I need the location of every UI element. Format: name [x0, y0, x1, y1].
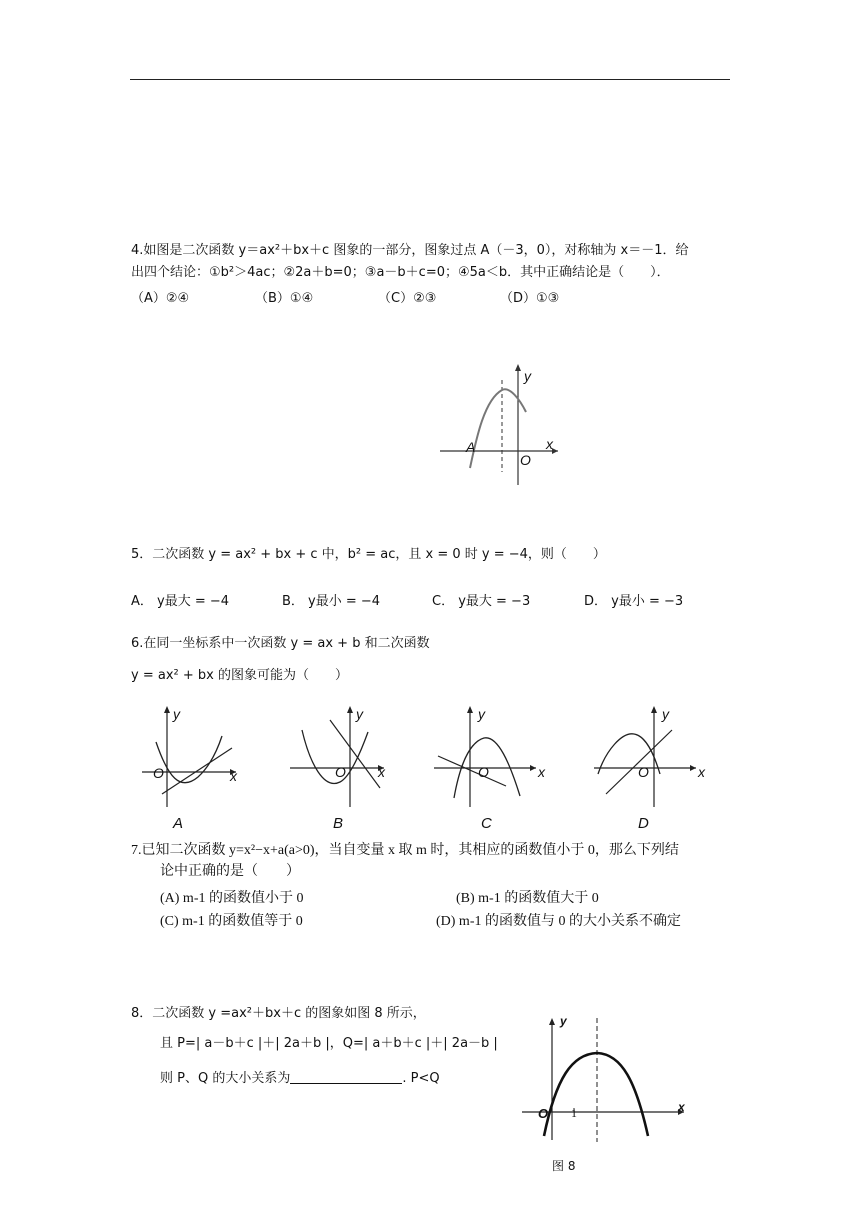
q6d-line: [606, 730, 672, 794]
q4-option-c: （C）②③: [378, 291, 437, 306]
q4-x-label: x: [546, 436, 553, 452]
q4-line-2: 出四个结论：①b²＞4ac；②2a＋b=0；③a－b＋c=0；④5a＜b．其中正确结论是（ ）．: [131, 265, 670, 280]
q8-line-3-prefix: 则 P、Q 的大小关系为: [160, 1071, 291, 1086]
q4-y-arrow: [515, 364, 521, 371]
q5-option-d: D． y最小 = −3: [584, 594, 684, 609]
q4-origin-label: O: [520, 452, 531, 468]
q6a-origin-label: O: [153, 765, 164, 781]
q8-parabola: [544, 1053, 648, 1136]
q8-y-arrow: [549, 1018, 555, 1025]
q4-option-d: （D）①③: [500, 291, 560, 306]
q7-line-1: 7.已知二次函数 y=x²−x+a(a>0)，当自变量 x 取 m 时，其相应的函数值小于 0，那么下列结: [131, 843, 679, 858]
q6d-origin-label: O: [638, 764, 649, 780]
q8-tick-label: 1: [571, 1106, 577, 1120]
q7-option-b: (B) m-1 的函数值大于 0: [456, 891, 599, 906]
q8-graph: [522, 1016, 692, 1146]
q7-option-c: (C) m-1 的函数值等于 0: [160, 914, 303, 929]
q6-graph-a: [140, 702, 250, 812]
q6d-x-label: x: [698, 764, 705, 780]
q4-option-b: （B）①④: [255, 291, 314, 306]
q7-option-d: (D) m-1 的函数值与 0 的大小关系不确定: [436, 914, 681, 929]
q4-line-1: 4.如图是二次函数 y＝ax²＋bx＋c 图象的一部分，图象过点 A（－3，0），对称轴为 x＝－1．给: [131, 243, 689, 258]
q6-label-b: B: [333, 815, 344, 832]
q4-graph: [440, 360, 570, 490]
q6a-x-label: x: [230, 768, 237, 784]
q6c-origin-label: O: [478, 764, 489, 780]
q6c-line: [438, 756, 506, 786]
q6-graph-b: [288, 702, 398, 812]
q6-line-2: y = ax² + bx 的图象可能为（ ）: [131, 668, 348, 683]
q7-option-a: (A) m-1 的函数值小于 0: [160, 891, 304, 906]
q8-line-3-suffix: . P<Q: [402, 1071, 440, 1086]
q8-origin-label: O: [538, 1106, 549, 1121]
q6-label-a: A: [173, 815, 184, 832]
q8-figure-caption: 图 8: [552, 1159, 576, 1173]
q8-x-label: x: [678, 1100, 685, 1114]
q6b-origin-label: O: [335, 764, 346, 780]
q6-label-c: C: [481, 815, 492, 832]
q6-label-d: D: [638, 815, 649, 832]
q6-line-1: 6.在同一坐标系中一次函数 y = ax + b 和二次函数: [131, 636, 430, 651]
q4-option-a: （A）②④: [131, 291, 190, 306]
q5-stem: 5．二次函数 y = ax² + bx + c 中，b² = ac，且 x = 0 时 y = −4，则（ ）: [131, 547, 606, 562]
q4-point-a-label: A: [466, 439, 476, 455]
q8-line-1: 8．二次函数 y =ax²＋bx＋c 的图象如图 8 所示，: [131, 1006, 426, 1021]
q6a-line: [162, 748, 232, 794]
q6b-x-label: x: [378, 764, 385, 780]
q5-option-c: C． y最大 = −3: [432, 594, 531, 609]
q8-answer-blank: [290, 1071, 402, 1084]
q6b-y-label: y: [356, 706, 363, 722]
q6d-y-label: y: [662, 706, 669, 722]
q8-figure: [522, 1016, 692, 1146]
q6-graph-c: [432, 702, 552, 812]
q6-graph-d: [592, 702, 712, 812]
q8-line-2: 且 P=| a－b＋c |＋| 2a＋b |，Q=| a＋b＋c |＋| 2a－b |: [160, 1036, 498, 1051]
q7-line-2: 论中正确的是（ ）: [160, 864, 300, 879]
q4-y-label: y: [524, 368, 531, 384]
q8-line-3: [160, 1070, 440, 1088]
q5-option-b: B． y最小 = −4: [282, 594, 381, 609]
q5-option-a: A． y最大 = −4: [131, 594, 230, 609]
header-rule: [130, 79, 730, 80]
q8-y-label: y: [560, 1014, 567, 1028]
q4-figure: [440, 360, 570, 490]
q6c-y-label: y: [478, 706, 485, 722]
q6a-y-label: y: [173, 706, 180, 722]
q6c-x-label: x: [538, 764, 545, 780]
